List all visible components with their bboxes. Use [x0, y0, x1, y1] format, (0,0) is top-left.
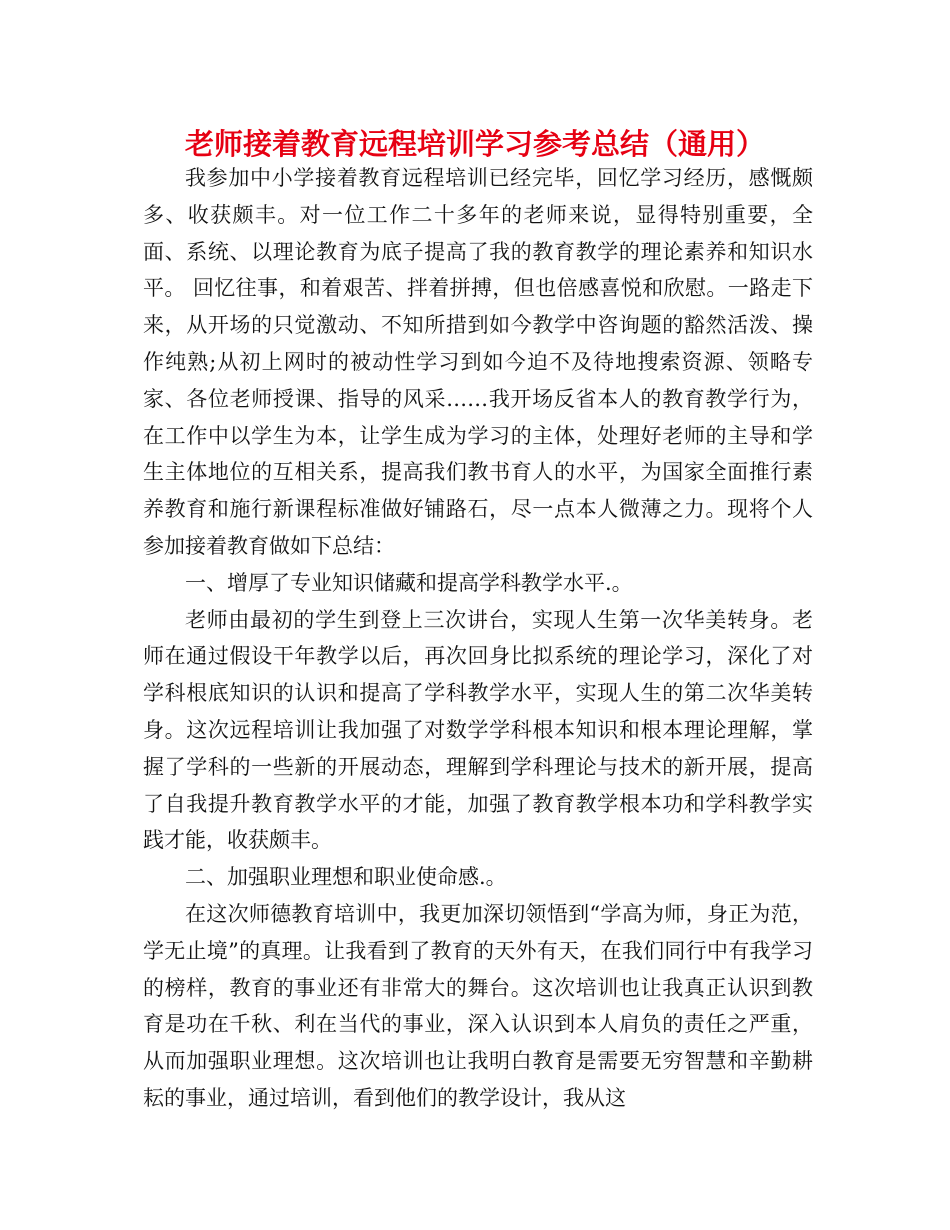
section-heading-2: 二、加强职业理想和职业使命感.。 [185, 865, 507, 890]
document-body [143, 160, 813, 1117]
paragraph-section-2: 在这次师德教育培训中，我更加深切领悟到“学高为师，身正为范，学无止境”的真理。让我看到了教育的天外有天，在我们同行中有我学习的榜样，教育的事业还有非常大的舞台。这次培训也让我真正认识到教育是功在千秋、利在当代的事业，深入认识到本人肩负的责任之严重，从而加强职业理想。这次培训也让我明白教育是需要无穷智慧和辛勤耕耘的事业，通过培训，看到他们的教学设计，我从这 [143, 901, 813, 1110]
paragraph-intro: 我参加中小学接着教育远程培训已经完毕，回忆学习经历，感慨颇多、收获颇丰。对一位工作二十多年的老师来说，显得特别重要，全面、系统、以理论教育为底子提高了我的教育教学的理论素养和知识水平。 回忆往事，和着艰苦、拌着拼搏，但也倍感喜悦和欣慰。一路走下来，从开场的只觉激动、不知所措到如今教学中咨询题的豁然活泼、操作纯熟;从初上网时的被动性学习到如今迫不及待地搜索资源、领略专家、各位老师授课、指导的风采……我开场反省本人的教育教学行为，在工作中以学生为本，让学生成为学习的主体，处理好老师的主导和学生主体地位的互相关系，提高我们教书育人的水平，为国家全面推行素养教育和施行新课程标准做好铺路石，尽一点本人微薄之力。现将个人参加接着教育做如下总结： [143, 166, 813, 558]
paragraph-section-1: 老师由最初的学生到登上三次讲台，实现人生第一次华美转身。老师在通过假设干年教学以后，再次回身比拟系统的理论学习，深化了对学科根底知识的认识和提高了学科教学水平，实现人生的第二次华美转身。这次远程培训让我加强了对数学学科根本知识和根本理论理解，掌握了学科的一些新的开展动态，理解到学科理论与技术的新开展，提高了自我提升教育教学水平的才能，加强了教育教学根本功和学科教学实践才能，收获颇丰。 [143, 607, 813, 853]
section-heading-1: 一、增厚了专业知识储藏和提高学科教学水平.。 [185, 570, 633, 595]
document-title: 老师接着教育远程培训学习参考总结（通用） [184, 127, 765, 161]
